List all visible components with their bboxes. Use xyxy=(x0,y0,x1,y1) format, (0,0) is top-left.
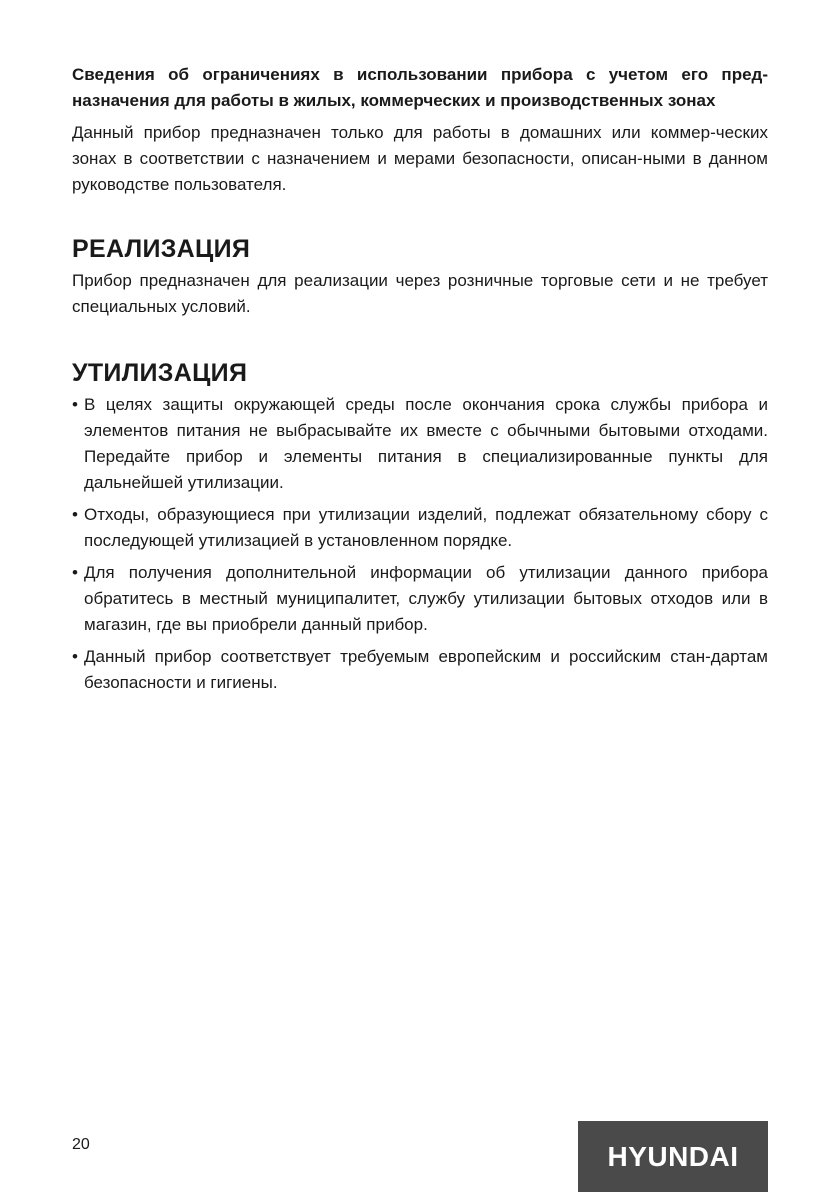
list-item-text: Для получения дополнительной информации об утилизации данного прибора обратитесь в местный муниципалитет, службу утилизации бытовых отходов или в магазин, где вы приобрели данный прибор. xyxy=(84,563,768,634)
bullet-icon: • xyxy=(72,505,78,524)
hyundai-logo: HYUNDAI xyxy=(578,1121,768,1192)
sales-title: РЕАЛИЗАЦИЯ xyxy=(72,235,251,263)
list-item-text: Данный прибор соответствует требуемым европейским и российским стан-дартам безопасности и гигиены. xyxy=(84,647,768,692)
page-content xyxy=(72,62,768,702)
disposal-list xyxy=(72,392,768,696)
sales-body: Прибор предназначен для реализации через розничные торговые сети и не требует специальных условий. xyxy=(72,271,768,316)
restrictions-body: Данный прибор предназначен только для работы в домашних или коммер-ческих зонах в соответствии с назначением и мерами безопасности, описан-ными в данном руководстве пользователя. xyxy=(72,123,768,194)
bullet-icon: • xyxy=(72,395,78,414)
list-item-text: Отходы, образующиеся при утилизации изделий, подлежат обязательному сбору с последующей утилизацией в установленном порядке. xyxy=(84,505,768,550)
bullet-icon: • xyxy=(72,563,78,582)
disposal-title: УТИЛИЗАЦИЯ xyxy=(72,359,248,387)
list-item xyxy=(72,560,768,638)
list-item xyxy=(72,392,768,496)
page-number: 20 xyxy=(72,1136,90,1153)
list-item-text: В целях защиты окружающей среды после окончания срока службы прибора и элементов питания не выбрасывайте их вместе с обычными бытовыми отходами. Передайте прибор и элементы питания в специализированные пункты для дальнейшей утилизации. xyxy=(84,395,768,492)
restrictions-heading: Сведения об ограничениях в использовании прибора с учетом его пред-назначения для работы в жилых, коммерческих и производственных зонах xyxy=(72,65,768,110)
list-item xyxy=(72,502,768,554)
bullet-icon: • xyxy=(72,647,78,666)
list-item xyxy=(72,644,768,696)
